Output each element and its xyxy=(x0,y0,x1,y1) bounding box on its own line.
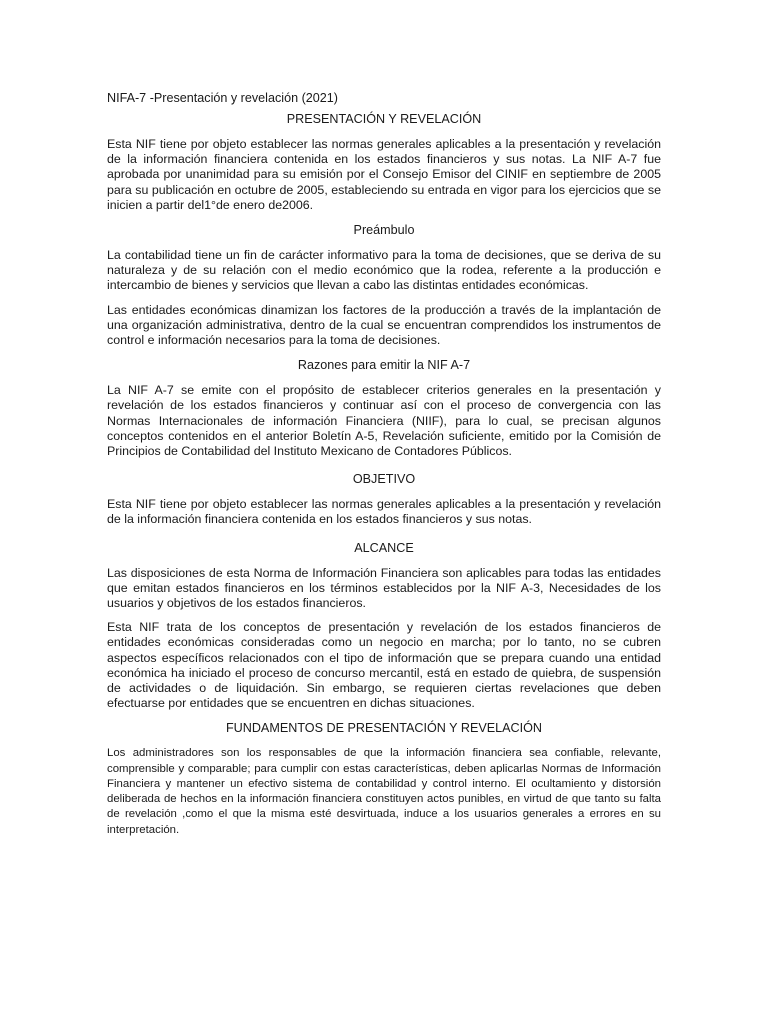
paragraph-objetivo: Esta NIF tiene por objeto establecer las normas generales aplicables a la presentación y revelación de la información financiera contenida en los estados financieros y sus notas. xyxy=(107,497,661,527)
heading-objetivo: OBJETIVO xyxy=(352,472,416,487)
heading-preambulo: Preámbulo xyxy=(353,223,415,238)
heading-presentacion-revelacion: PRESENTACIÓN Y REVELACIÓN xyxy=(286,112,482,126)
paragraph-razones: La NIF A-7 se emite con el propósito de establecer criterios generales en la presentación y revelación de los estados financieros y continuar así con el proceso de convergencia con las Normas Internacionales de información Financiera (NIIF), para lo cual, se precisan algunos conceptos contenidos en el anterior Boletín A-5, Revelación suficiente, emitido por la Comisión de Principios de Contabilidad del Instituto Mexicano de Contadores Públicos. xyxy=(107,383,661,459)
paragraph-preambulo-1: La contabilidad tiene un fin de carácter informativo para la toma de decisiones, que se deriva de su naturaleza y de su relación con el medio económico que la rodea, referente a la producción e intercambio de bienes y servicios que llevan a cabo las distintas entidades económicas. xyxy=(107,248,661,293)
paragraph-alcance-1: Las disposiciones de esta Norma de Información Financiera son aplicables para todas las entidades que emitan estados financieros en los términos establecidos por la NIF A-3, Necesidades de los usuarios y objetivos de los estados financieros. xyxy=(107,565,661,611)
heading-alcance: ALCANCE xyxy=(354,540,414,555)
heading-razones: Razones para emitir la NIF A-7 xyxy=(297,358,471,373)
paragraph-fundamentos: Los administradores son los responsables de que la información financiera sea confiable, relevante, comprensible y comparable; para cumplir con estas características, deben aplicarlas Normas de Información Financiera y mantener un efectivo sistema de contabilidad y control interno. El ocultamiento y distorsión deliberada de hechos en la información financiera constituyen actos punibles, en virtud de que tanto su falta de revelación ,como el que la misma esté desvirtuada, induce a los usuarios generales a errores en su interpretación. xyxy=(107,747,661,836)
paragraph-alcance-2: Esta NIF trata de los conceptos de presentación y revelación de los estados financieros de entidades económicas consideradas como un negocio en marcha; por lo tanto, no se cubren aspectos específicos relacionados con el tipo de información que se prepara cuando una entidad económica ha iniciado el proceso de concurso mercantil, está en estado de quiebra, de suspensión de actividades o de liquidación. Sin embargo, se requieren ciertas revelaciones que deben efectuarse por entidades que se encuentren en dichas situaciones. xyxy=(107,620,661,711)
paragraph-intro: Esta NIF tiene por objeto establecer las normas generales aplicables a la presentación y revelación de la información financiera contenida en los estados financieros y sus notas. La NIF A-7 fue aprobada por unanimidad para su emisión por el Consejo Emisor del CINIF en septiembre de 2005 para su publicación en octubre de 2005, estableciendo su entrada en vigor para los ejercicios que se inicien a partir del1°de enero de2006. xyxy=(107,137,661,212)
heading-fundamentos: FUNDAMENTOS DE PRESENTACIÓN Y REVELACIÓN xyxy=(225,721,543,736)
paragraph-preambulo-2: Las entidades económicas dinamizan los factores de la producción a través de la implantación de una organización administrativa, dentro de la cual se encuentran comprendidos los instrumentos de control e información necesarios para la toma de decisiones. xyxy=(107,302,661,348)
document-title: NIFA-7 -Presentación y revelación (2021) xyxy=(107,91,338,105)
